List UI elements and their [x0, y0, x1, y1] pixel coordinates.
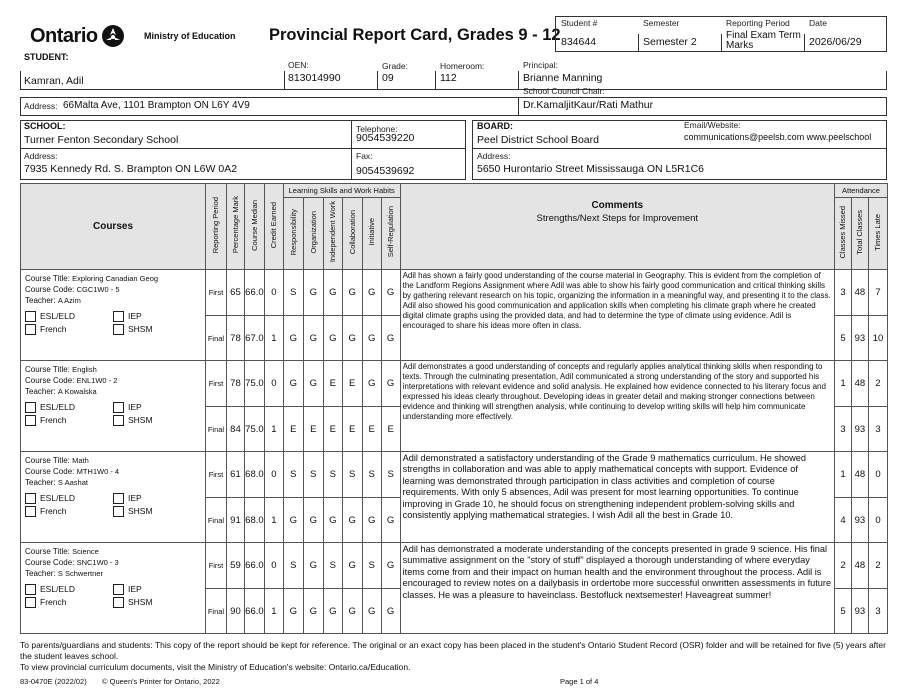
- learning-skill-cell: G: [362, 589, 381, 634]
- course-teacher: S Aashat: [57, 478, 88, 487]
- board-name: Peel District School Board: [477, 134, 599, 146]
- council-value: Dr.KamaljitKaur/Rati Mathur: [523, 99, 654, 111]
- learning-skill-cell: G: [303, 498, 323, 543]
- student-address-label: Address:: [24, 101, 58, 111]
- courses-header: Courses: [21, 184, 206, 270]
- course-code: CGC1W0 - 5: [76, 285, 120, 294]
- col-times-late: Times Late: [868, 198, 887, 270]
- divider: [518, 71, 519, 90]
- total-classes-cell: 48: [851, 543, 868, 589]
- course-info-cell: Course Title: English Course Code: ENL1W0 - 2 Teacher: A Kowalska ESL/ELD IEP French SHSM: [21, 361, 206, 452]
- col-total-classes: Total Classes: [851, 198, 868, 270]
- course-info-cell: Course Title: Science Course Code: SNC1W0 - 3 Teacher: S Schwertner ESL/ELD IEP French SHSM: [21, 543, 206, 634]
- learning-skill-cell: G: [323, 498, 342, 543]
- page-title: Provincial Report Card, Grades 9 - 12: [269, 26, 561, 44]
- course-row: [21, 361, 888, 407]
- credit-earned-cell: 1: [264, 407, 283, 452]
- reporting-period-cell: Final: [206, 589, 227, 634]
- school-address-label: Address:: [24, 151, 58, 161]
- total-classes-cell: 93: [851, 498, 868, 543]
- course-info-cell: Course Title: Math Course Code: MTH1W0 - 4 Teacher: S Aashat ESL/ELD IEP French SHSM: [21, 452, 206, 543]
- comments-title: Comments: [591, 200, 644, 211]
- ontario-logo: [30, 24, 125, 48]
- reporting-period-value: Final Exam Term Marks: [726, 30, 801, 51]
- course-title: Math: [72, 456, 89, 465]
- learning-skill-cell: S: [283, 543, 303, 589]
- copyright: © Queen's Printer for Ontario, 2022: [102, 677, 220, 686]
- learning-skill-cell: E: [323, 361, 342, 407]
- col-initiative: Initiative: [362, 198, 381, 270]
- shsm-checkbox[interactable]: [113, 597, 124, 608]
- course-row: [21, 543, 888, 589]
- board-address: 5650 Hurontario Street Mississauga ON L5R1C6: [477, 163, 705, 175]
- meta-divider: [721, 34, 722, 51]
- comments-header: [400, 184, 834, 270]
- comment-cell: Adil has shown a fairly good understanding of the course material in Geography. This is evident from the completion of the Landform Regions Assignment where Adil was able to show his fairly good communication and critical thinking skills by gathering relevant research on his topic, organizing the information in a meaningful way, and presenting it to the class. Adil also showed his good communication and application skills when completing his climate graph where he created digital climate graphs using the provided data, and had to determine the type of climate using evidence. Adil is encouraged to share his ideas more often in class.: [400, 270, 834, 361]
- learning-skill-cell: G: [381, 270, 400, 316]
- meta-divider: [638, 34, 639, 51]
- credit-earned-cell: 0: [264, 543, 283, 589]
- footer-notice: To parents/guardians and students: This copy of the report should be kept for reference. The original or an exact copy has been placed in the student's Ontario Student Record (OSR) folder and will be retained for five (5) years after the student leaves school.: [20, 640, 886, 661]
- col-median: Course Median: [244, 184, 264, 270]
- semester-value: Semester 2: [643, 36, 697, 48]
- board-address-label: Address:: [477, 151, 511, 161]
- times-late-cell: 3: [868, 589, 887, 634]
- learning-skill-cell: G: [303, 270, 323, 316]
- comment-cell: Adil has demonstrated a moderate understanding of the concepts presented in grade 9 science. His final summative assignment on the "story of stuff" displayed a thorough understanding of where everyday items come from and their impact on human health and the environment throughout the process. Adil is encouraged to review notes on a dailybasis in ordertobe more successful onwritten assessments in future classes. He was a pleasure to haveinclass. Bestofluck nextsemester! Haveagreat summer!: [400, 543, 834, 634]
- esl-checkbox[interactable]: [25, 584, 36, 595]
- learning-skill-cell: E: [342, 407, 362, 452]
- total-classes-cell: 48: [851, 361, 868, 407]
- course-teacher: S Schwertner: [57, 569, 103, 578]
- learning-skill-cell: E: [323, 407, 342, 452]
- percentage-mark-cell: 61: [226, 452, 244, 498]
- learning-skill-cell: S: [323, 452, 342, 498]
- classes-missed-cell: 3: [834, 407, 851, 452]
- percentage-mark-cell: 78: [226, 361, 244, 407]
- course-median-cell: 75.0: [244, 361, 264, 407]
- fax-label: Fax:: [356, 151, 373, 161]
- percentage-mark-cell: 91: [226, 498, 244, 543]
- learning-skill-cell: G: [283, 361, 303, 407]
- col-period: Reporting Period: [206, 184, 227, 270]
- credit-earned-cell: 0: [264, 452, 283, 498]
- esl-checkbox[interactable]: [25, 402, 36, 413]
- reporting-period-cell: First: [206, 361, 227, 407]
- learning-skill-cell: G: [381, 543, 400, 589]
- iep-checkbox[interactable]: [113, 493, 124, 504]
- course-code: ENL1W0 - 2: [76, 376, 118, 385]
- telephone-label: Telephone:: [356, 124, 398, 134]
- reporting-period-cell: First: [206, 270, 227, 316]
- lsw-header: Learning Skills and Work Habits: [283, 184, 400, 198]
- learning-skill-cell: G: [342, 498, 362, 543]
- classes-missed-cell: 5: [834, 589, 851, 634]
- board-label: BOARD:: [477, 121, 513, 131]
- learning-skill-cell: G: [362, 498, 381, 543]
- attendance-header: Attendance: [834, 184, 887, 198]
- percentage-mark-cell: 84: [226, 407, 244, 452]
- student-name: Kamran, Adil: [24, 75, 84, 87]
- course-median-cell: 67.0: [244, 316, 264, 361]
- learning-skill-cell: G: [362, 270, 381, 316]
- date-value: 2026/06/29: [809, 36, 862, 48]
- divider: [351, 120, 352, 180]
- learning-skill-cell: G: [283, 498, 303, 543]
- grade-value: 09: [382, 72, 394, 84]
- divider: [472, 148, 887, 149]
- form-number: 83-0470E (2022/02): [20, 677, 87, 686]
- email-value: communications@peelsb.com www.peelschool: [684, 132, 872, 142]
- course-median-cell: 66.0: [244, 543, 264, 589]
- page-number: Page 1 of 4: [560, 677, 599, 686]
- learning-skill-cell: E: [381, 407, 400, 452]
- learning-skill-cell: G: [323, 270, 342, 316]
- learning-skill-cell: G: [362, 316, 381, 361]
- learning-skill-cell: S: [323, 543, 342, 589]
- course-median-cell: 75.0: [244, 407, 264, 452]
- col-self-regulation: Self-Regulation: [381, 198, 400, 270]
- meta-divider: [804, 34, 805, 51]
- school-label: SCHOOL:: [24, 121, 66, 131]
- homeroom-label: Homeroom:: [440, 61, 485, 71]
- percentage-mark-cell: 78: [226, 316, 244, 361]
- divider: [20, 148, 466, 149]
- percentage-mark-cell: 65: [226, 270, 244, 316]
- learning-skill-cell: E: [283, 407, 303, 452]
- student-number: 834644: [561, 36, 597, 48]
- learning-skill-cell: G: [303, 316, 323, 361]
- iep-checkbox[interactable]: [113, 402, 124, 413]
- learning-skill-cell: S: [362, 452, 381, 498]
- course-title: Science: [72, 547, 99, 556]
- col-independent-work: Independent Work: [323, 198, 342, 270]
- course-median-cell: 66.0: [244, 270, 264, 316]
- learning-skill-cell: S: [283, 270, 303, 316]
- learning-skill-cell: G: [342, 316, 362, 361]
- course-teacher: A Kowalska: [57, 387, 97, 396]
- learning-skill-cell: G: [323, 589, 342, 634]
- learning-skill-cell: E: [342, 361, 362, 407]
- col-classes-missed: Classes Missed: [834, 198, 851, 270]
- comment-cell: Adil demonstrated a satisfactory understanding of the Grade 9 mathematics curriculum. He showed strengths in collaboration and was able to apply mathematical concepts with support. Evidence of learning was demonstrated through participation in class activities and completion of course requirements. With only 5 absences, Adil was present for most learning opportunities. To continue improving in Grade 10, he should focus on strengthening independent problem-solving skills and consistently applying mathematical strategies. I wish Adil all the best in Grade 10.: [400, 452, 834, 543]
- learning-skill-cell: G: [342, 270, 362, 316]
- reporting-period-cell: First: [206, 452, 227, 498]
- course-row: [21, 452, 888, 498]
- reporting-period-cell: Final: [206, 316, 227, 361]
- learning-skill-cell: G: [303, 361, 323, 407]
- school-address: 7935 Kennedy Rd. S. Brampton ON L6W 0A2: [24, 163, 238, 175]
- french-checkbox[interactable]: [25, 415, 36, 426]
- marks-table: [20, 183, 888, 634]
- learning-skill-cell: G: [283, 316, 303, 361]
- learning-skill-cell: G: [362, 361, 381, 407]
- learning-skill-cell: S: [342, 452, 362, 498]
- reporting-period-label: Reporting Period: [726, 18, 790, 28]
- course-code: MTH1W0 - 4: [76, 467, 120, 476]
- fax-value: 9054539692: [356, 165, 415, 177]
- learning-skill-cell: G: [381, 498, 400, 543]
- total-classes-cell: 48: [851, 270, 868, 316]
- learning-skill-cell: G: [342, 589, 362, 634]
- classes-missed-cell: 1: [834, 361, 851, 407]
- shsm-checkbox[interactable]: [113, 415, 124, 426]
- principal-value: Brianne Manning: [523, 72, 603, 84]
- times-late-cell: 7: [868, 270, 887, 316]
- comments-subtitle: Strengths/Next Steps for Improvement: [536, 213, 699, 224]
- learning-skill-cell: S: [381, 452, 400, 498]
- course-median-cell: 68.0: [244, 498, 264, 543]
- homeroom-value: 112: [440, 72, 457, 84]
- learning-skill-cell: G: [381, 361, 400, 407]
- french-checkbox[interactable]: [25, 324, 36, 335]
- learning-skill-cell: G: [303, 543, 323, 589]
- course-median-cell: 66.0: [244, 589, 264, 634]
- credit-earned-cell: 1: [264, 589, 283, 634]
- credit-earned-cell: 0: [264, 270, 283, 316]
- reporting-period-cell: First: [206, 543, 227, 589]
- oen-value: 813014990: [288, 72, 341, 84]
- divider: [377, 71, 378, 90]
- course-row: [21, 270, 888, 316]
- classes-missed-cell: 3: [834, 270, 851, 316]
- divider: [518, 97, 519, 116]
- col-organization: Organization: [303, 198, 323, 270]
- learning-skill-cell: G: [381, 589, 400, 634]
- times-late-cell: 2: [868, 543, 887, 589]
- col-collaboration: Collaboration: [342, 198, 362, 270]
- learning-skill-cell: E: [362, 407, 381, 452]
- grade-label: Grade:: [382, 61, 408, 71]
- classes-missed-cell: 4: [834, 498, 851, 543]
- email-label: Email/Website:: [684, 120, 741, 130]
- credit-earned-cell: 1: [264, 316, 283, 361]
- course-title: English: [72, 365, 97, 374]
- learning-skill-cell: G: [303, 589, 323, 634]
- col-credit: Credit Earned: [264, 184, 283, 270]
- learning-skill-cell: S: [303, 452, 323, 498]
- learning-skill-cell: G: [342, 543, 362, 589]
- percentage-mark-cell: 59: [226, 543, 244, 589]
- course-teacher: A Azim: [57, 296, 81, 305]
- council-label: School Council Chair:: [523, 86, 605, 96]
- total-classes-cell: 93: [851, 316, 868, 361]
- divider: [435, 71, 436, 90]
- learning-skill-cell: S: [283, 452, 303, 498]
- telephone-value: 9054539220: [356, 132, 415, 144]
- total-classes-cell: 93: [851, 589, 868, 634]
- percentage-mark-cell: 90: [226, 589, 244, 634]
- shsm-checkbox[interactable]: [113, 324, 124, 335]
- student-address: 66Malta Ave, 1101 Brampton ON L6Y 4V9: [63, 100, 250, 111]
- total-classes-cell: 93: [851, 407, 868, 452]
- esl-checkbox[interactable]: [25, 311, 36, 322]
- reporting-period-cell: Final: [206, 498, 227, 543]
- trillium-icon: [101, 24, 125, 48]
- principal-label: Principal:: [523, 60, 558, 70]
- comment-cell: Adil demonstrates a good understanding of concepts and regularly applies analytical thinking skills when responding to texts. Through the culminating presentation, Adil communicated a strong understanding of the story and supported his interpretations with relevant evidence and solid analysis. He explained how evidence connected to his literary focus and expressed his ideas clearly throughout. Developing ideas in greater detail and making stronger connections between evidence and thinking will strengthen analysis, while continuing to develop writing skills will help him communicate understanding more effectively.: [400, 361, 834, 452]
- shsm-checkbox[interactable]: [113, 506, 124, 517]
- semester-label: Semester: [643, 18, 680, 28]
- student-label: STUDENT:: [24, 52, 69, 62]
- times-late-cell: 0: [868, 498, 887, 543]
- footer-website: To view provincial curriculum documents, visit the Ministry of Education's website: Ontario.ca/Education.: [20, 662, 411, 672]
- col-mark: Percentage Mark: [226, 184, 244, 270]
- times-late-cell: 10: [868, 316, 887, 361]
- iep-checkbox[interactable]: [113, 311, 124, 322]
- learning-skill-cell: G: [381, 316, 400, 361]
- total-classes-cell: 48: [851, 452, 868, 498]
- times-late-cell: 2: [868, 361, 887, 407]
- learning-skill-cell: E: [303, 407, 323, 452]
- classes-missed-cell: 1: [834, 452, 851, 498]
- credit-earned-cell: 1: [264, 498, 283, 543]
- classes-missed-cell: 5: [834, 316, 851, 361]
- oen-label: OEN:: [288, 60, 309, 70]
- logo-text: Ontario: [30, 24, 98, 47]
- times-late-cell: 3: [868, 407, 887, 452]
- ministry-name: Ministry of Education: [144, 31, 236, 41]
- divider: [284, 71, 285, 90]
- learning-skill-cell: S: [362, 543, 381, 589]
- student-number-label: Student #: [561, 18, 598, 28]
- school-name: Turner Fenton Secondary School: [24, 134, 179, 146]
- course-code: SNC1W0 - 3: [76, 558, 119, 567]
- course-median-cell: 68.0: [244, 452, 264, 498]
- credit-earned-cell: 0: [264, 361, 283, 407]
- reporting-period-cell: Final: [206, 407, 227, 452]
- course-info-cell: Course Title: Exploring Canadian Geog Course Code: CGC1W0 - 5 Teacher: A Azim ESL/ELD IEP French SHSM: [21, 270, 206, 361]
- learning-skill-cell: G: [283, 589, 303, 634]
- french-checkbox[interactable]: [25, 506, 36, 517]
- learning-skill-cell: G: [323, 316, 342, 361]
- classes-missed-cell: 2: [834, 543, 851, 589]
- iep-checkbox[interactable]: [113, 584, 124, 595]
- date-label: Date: [809, 18, 827, 28]
- esl-checkbox[interactable]: [25, 493, 36, 504]
- course-title: Exploring Canadian Geog: [72, 274, 159, 283]
- times-late-cell: 0: [868, 452, 887, 498]
- french-checkbox[interactable]: [25, 597, 36, 608]
- col-responsibility: Responsibility: [283, 198, 303, 270]
